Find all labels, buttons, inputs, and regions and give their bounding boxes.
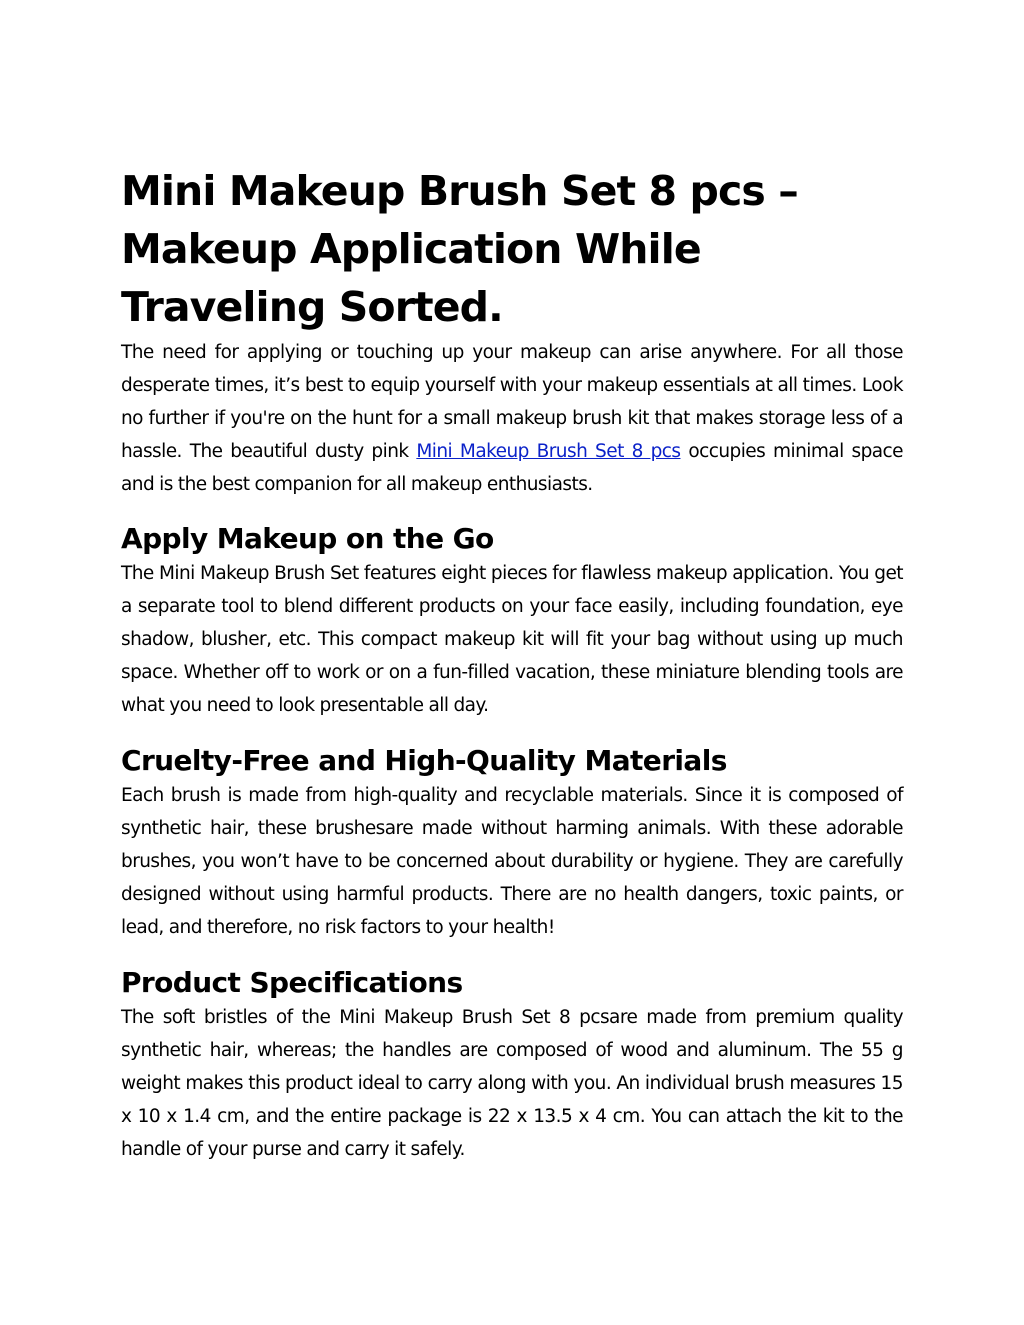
intro-text-before-link: The need for applying or touching up your makeup can arise anywhere. For all those desperate times, it’s best to equip yourself with your makeup essentials at all times. Look no further if you're on the hunt for a small makeup brush kit that makes storage less of a hassle. The beautiful dusty pink [121,342,903,462]
intro-text-after-link: occupies minimal space and is the best companion for all makeup enthusiasts. [121,441,904,495]
intro-paragraph [121,336,903,501]
document-title: Mini Makeup Brush Set 8 pcs – Makeup Application While Traveling Sorted. [121,167,798,331]
section-body-apply-makeup: The Mini Makeup Brush Set features eight pieces for flawless makeup application. You get a separate tool to blend different products on your face easily, including foundation, eye shadow, blusher, etc. This compact makeup kit will fit your bag without using up much space. Whether off to work or on a fun-filled vacation, these miniature blending tools are what you need to look presentable all day. [121,563,903,716]
section-heading-specifications: Product Specifications [121,966,463,999]
section-heading-apply-makeup: Apply Makeup on the Go [121,522,494,555]
section-body-specifications: The soft bristles of the Mini Makeup Brush Set 8 pcsare made from premium quality synthetic hair, whereas; the handles are composed of wood and aluminum. The 55 g weight makes this product ideal to carry along with you. An individual brush measures 15 x 10 x 1.4 cm, and the entire package is 22 x 13.5 x 4 cm. You can attach the kit to the handle of your purse and carry it safely. [121,1007,903,1160]
section-body-materials: Each brush is made from high-quality and recyclable materials. Since it is composed of synthetic hair, these brushesare made without harming animals. With these adorable brushes, you won’t have to be concerned about durability or hygiene. They are carefully designed without using harmful products. There are no health dangers, toxic paints, or lead, and therefore, no risk factors to your health! [121,785,903,938]
document-page [121,162,903,1166]
product-link[interactable]: Mini Makeup Brush Set 8 pcs [416,441,681,462]
section-heading-materials: Cruelty-Free and High-Quality Materials [121,744,727,777]
